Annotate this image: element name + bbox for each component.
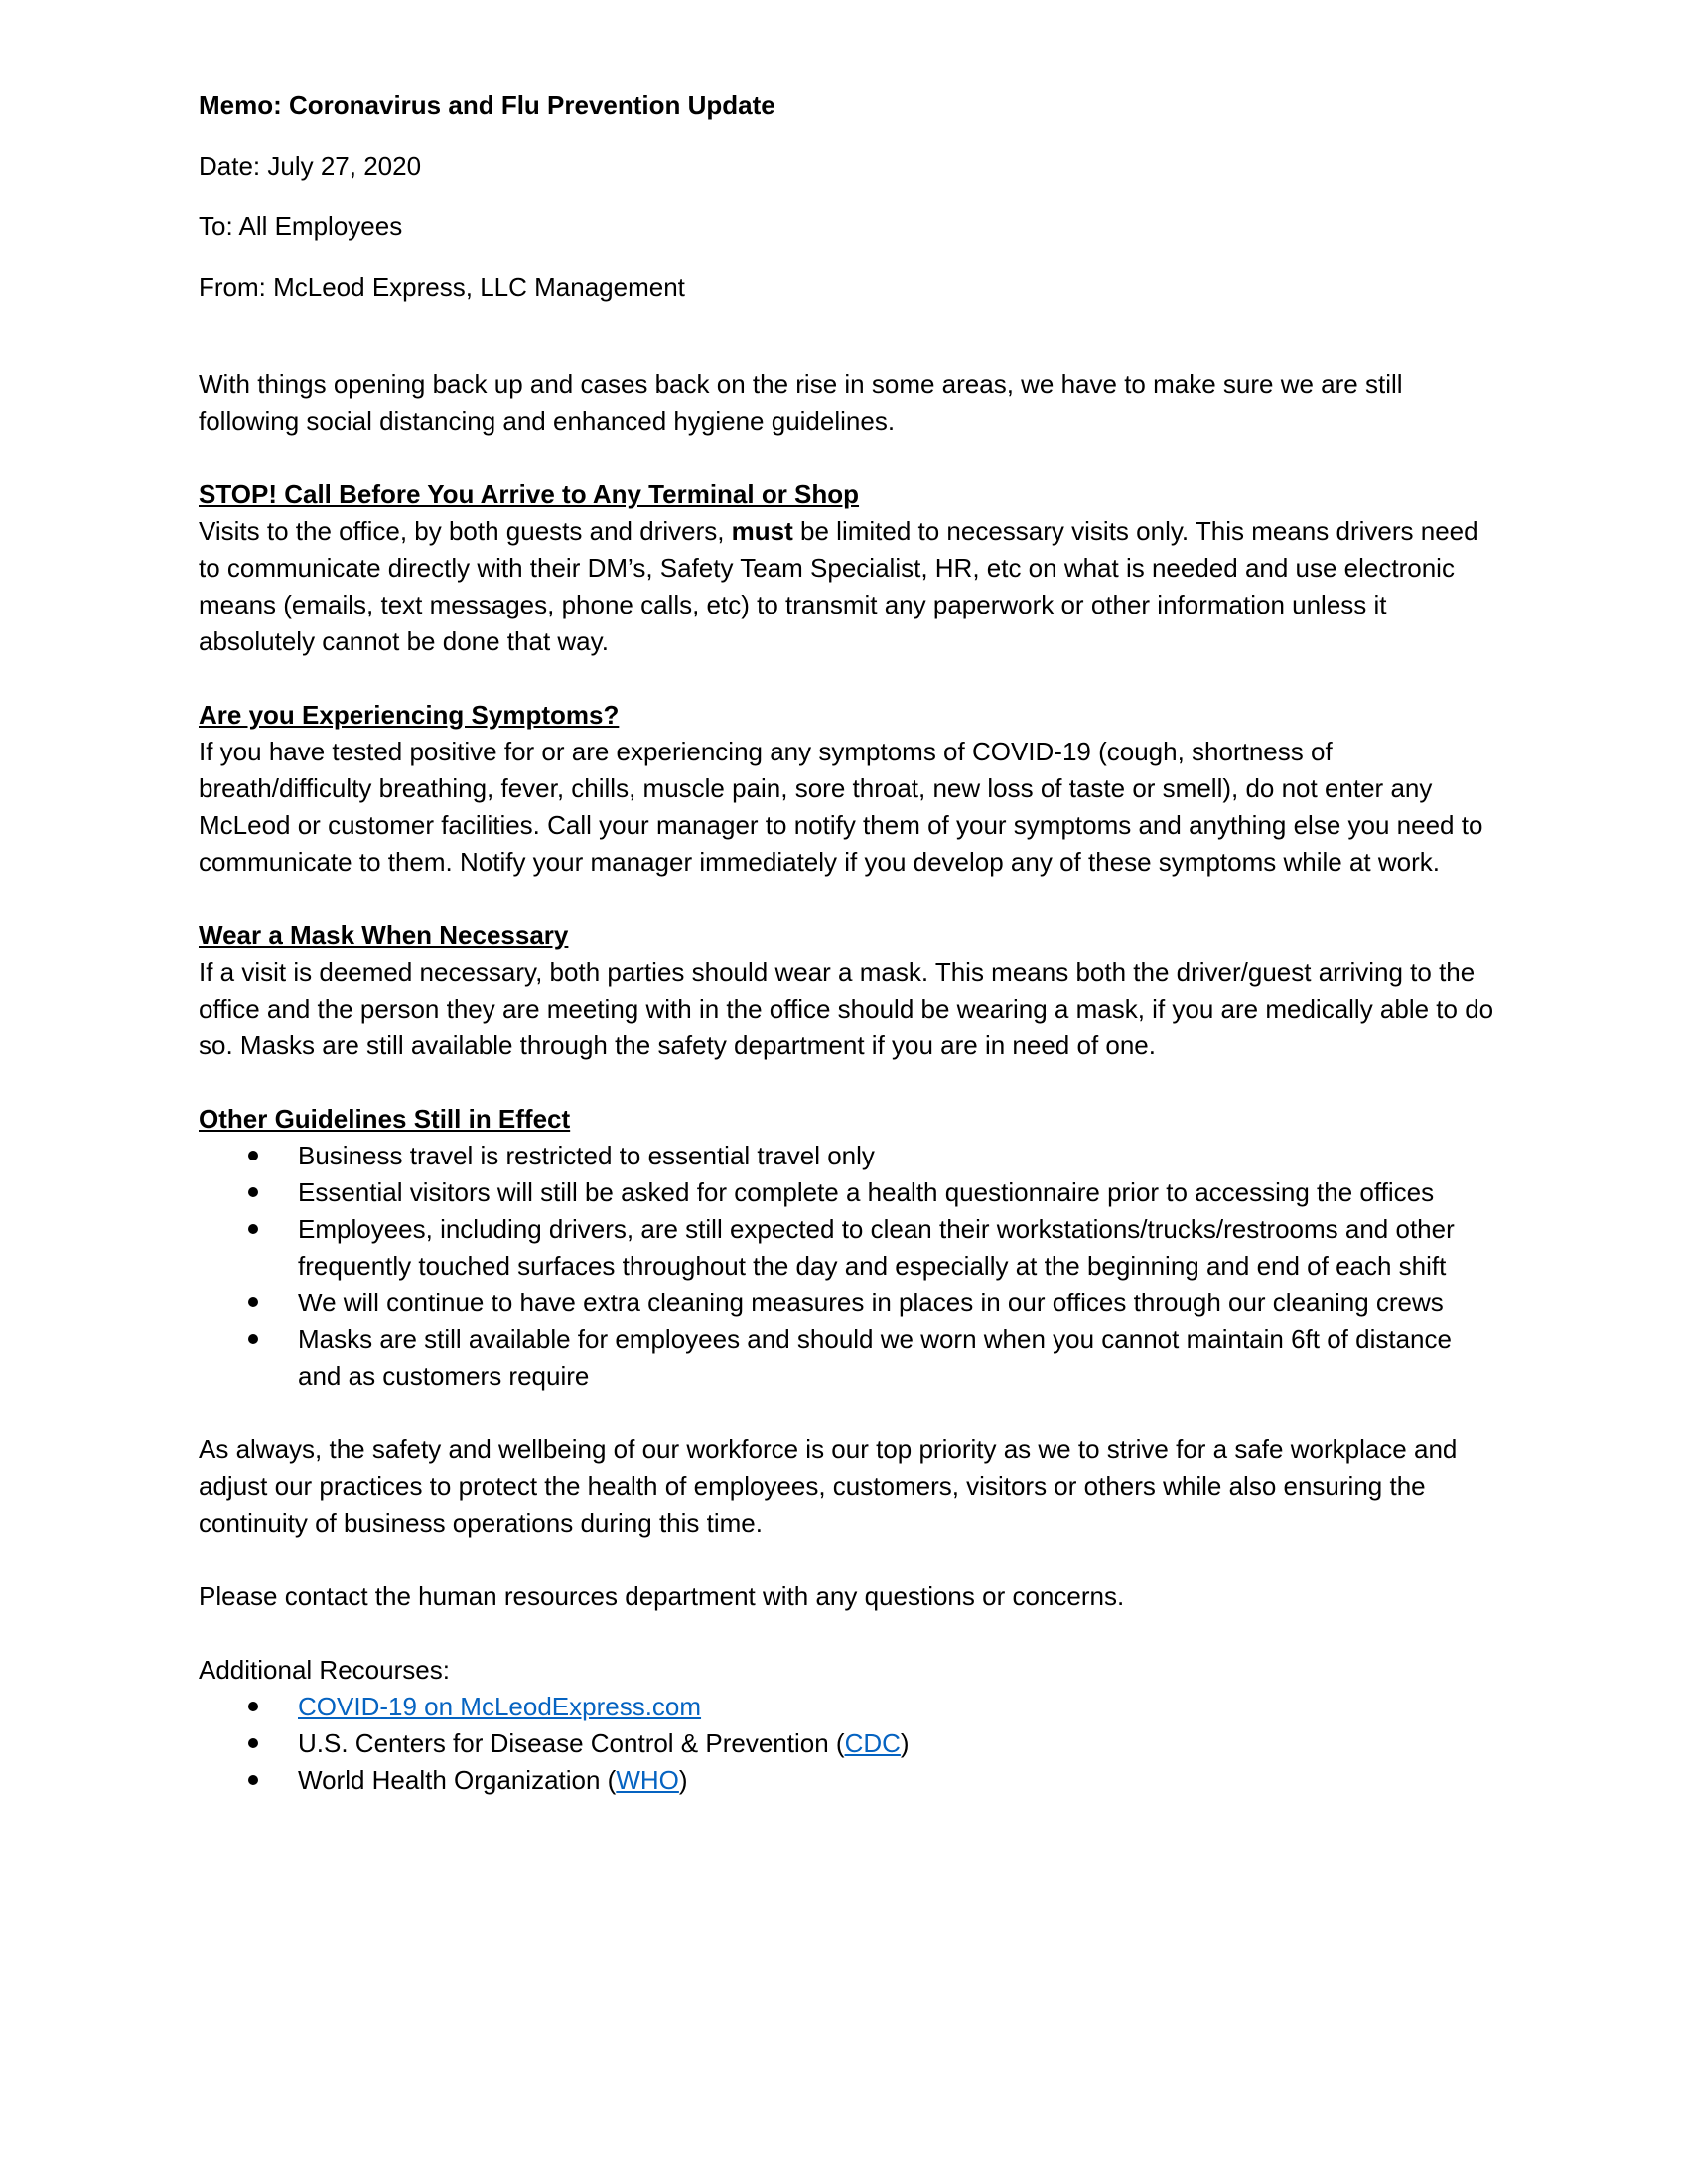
memo-date: Date: July 27, 2020 <box>199 151 422 181</box>
list-item <box>199 1725 1489 1762</box>
resources-heading: Additional Recourses: <box>199 1655 450 1685</box>
resources-list <box>199 1689 1489 1799</box>
list-item <box>199 1174 1489 1211</box>
closing-paragraph: As always, the safety and wellbeing of our workforce is our top priority as we to strive for a safe workplace and adjust our practices to protect the health of employees, customers, visitors or others while also ensuring the continuity of business operations during this time. <box>199 1434 1458 1538</box>
guideline-text: Business travel is restricted to essential travel only <box>298 1141 875 1170</box>
mask-section-heading: Wear a Mask When Necessary <box>199 920 569 950</box>
bullet-icon <box>248 1187 258 1197</box>
memo-to: To: All Employees <box>199 211 403 241</box>
bullet-icon <box>248 1775 258 1785</box>
who-link[interactable]: WHO <box>616 1765 679 1795</box>
guideline-text: We will continue to have extra cleaning measures in places in our offices through our cleaning crews <box>298 1288 1444 1317</box>
mask-section-paragraph: If a visit is deemed necessary, both parties should wear a mask. This means both the driver/guest arriving to the office and the person they are meeting with in the office should be wearing a mask, if you are medically able to do so. Masks are still available through the safety department if you are in need of one. <box>199 957 1494 1060</box>
list-item <box>199 1285 1489 1321</box>
stop-section-paragraph <box>199 513 1494 660</box>
stop-text-before: Visits to the office, by both guests and drivers, <box>199 516 732 546</box>
memo-from: From: McLeod Express, LLC Management <box>199 272 685 302</box>
stop-text-after: be limited to necessary visits only. This means drivers need to communicate directly with their DM’s, Safety Team Specialist, HR, etc on what is needed and use electronic means (emails, text messages, phone calls, etc) to transmit any paperwork or other information unless it absolutely cannot be done that way. <box>199 516 1478 656</box>
cdc-suffix: ) <box>900 1728 910 1758</box>
who-suffix: ) <box>678 1765 688 1795</box>
bullet-icon <box>248 1738 258 1748</box>
mcleod-covid-link[interactable]: COVID-19 on McLeodExpress.com <box>298 1692 702 1721</box>
bullet-icon <box>248 1702 258 1711</box>
guideline-text: Employees, including drivers, are still expected to clean their workstations/trucks/restrooms and other frequently touched surfaces throughout the day and especially at the beginning and end of each shift <box>298 1214 1455 1281</box>
bullet-icon <box>248 1151 258 1160</box>
cdc-prefix: U.S. Centers for Disease Control & Prevention ( <box>298 1728 845 1758</box>
stop-emphasis: must <box>731 516 793 546</box>
list-item <box>199 1762 1489 1799</box>
bullet-icon <box>248 1224 258 1234</box>
bullet-icon <box>248 1334 258 1344</box>
stop-section-heading: STOP! Call Before You Arrive to Any Terminal or Shop <box>199 479 860 509</box>
symptoms-section-heading: Are you Experiencing Symptoms? <box>199 700 620 730</box>
bullet-icon <box>248 1297 258 1307</box>
list-item <box>199 1321 1489 1395</box>
symptoms-section-paragraph: If you have tested positive for or are experiencing any symptoms of COVID-19 (cough, shortness of breath/difficulty breathing, fever, chills, muscle pain, sore throat, new loss of taste or smell), do not enter any McLeod or customer facilities. Call your manager to notify them of your symptoms and anything else you need to communicate to them. Notify your manager immediately if you develop any of these symptoms while at work. <box>199 737 1483 877</box>
cdc-link[interactable]: CDC <box>844 1728 901 1758</box>
list-item <box>199 1138 1489 1174</box>
contact-hr-paragraph: Please contact the human resources department with any questions or concerns. <box>199 1581 1125 1611</box>
list-item <box>199 1689 1489 1725</box>
memo-page <box>199 87 1494 1799</box>
other-guidelines-heading: Other Guidelines Still in Effect <box>199 1104 571 1134</box>
list-item <box>199 1211 1489 1285</box>
other-guidelines-list <box>199 1138 1489 1395</box>
memo-title: Memo: Coronavirus and Flu Prevention Update <box>199 90 775 120</box>
intro-paragraph: With things opening back up and cases back on the rise in some areas, we have to make sure we are still following social distancing and enhanced hygiene guidelines. <box>199 369 1403 436</box>
who-prefix: World Health Organization ( <box>298 1765 617 1795</box>
guideline-text: Masks are still available for employees and should we worn when you cannot maintain 6ft of distance and as customers require <box>298 1324 1452 1391</box>
guideline-text: Essential visitors will still be asked for complete a health questionnaire prior to accessing the offices <box>298 1177 1435 1207</box>
